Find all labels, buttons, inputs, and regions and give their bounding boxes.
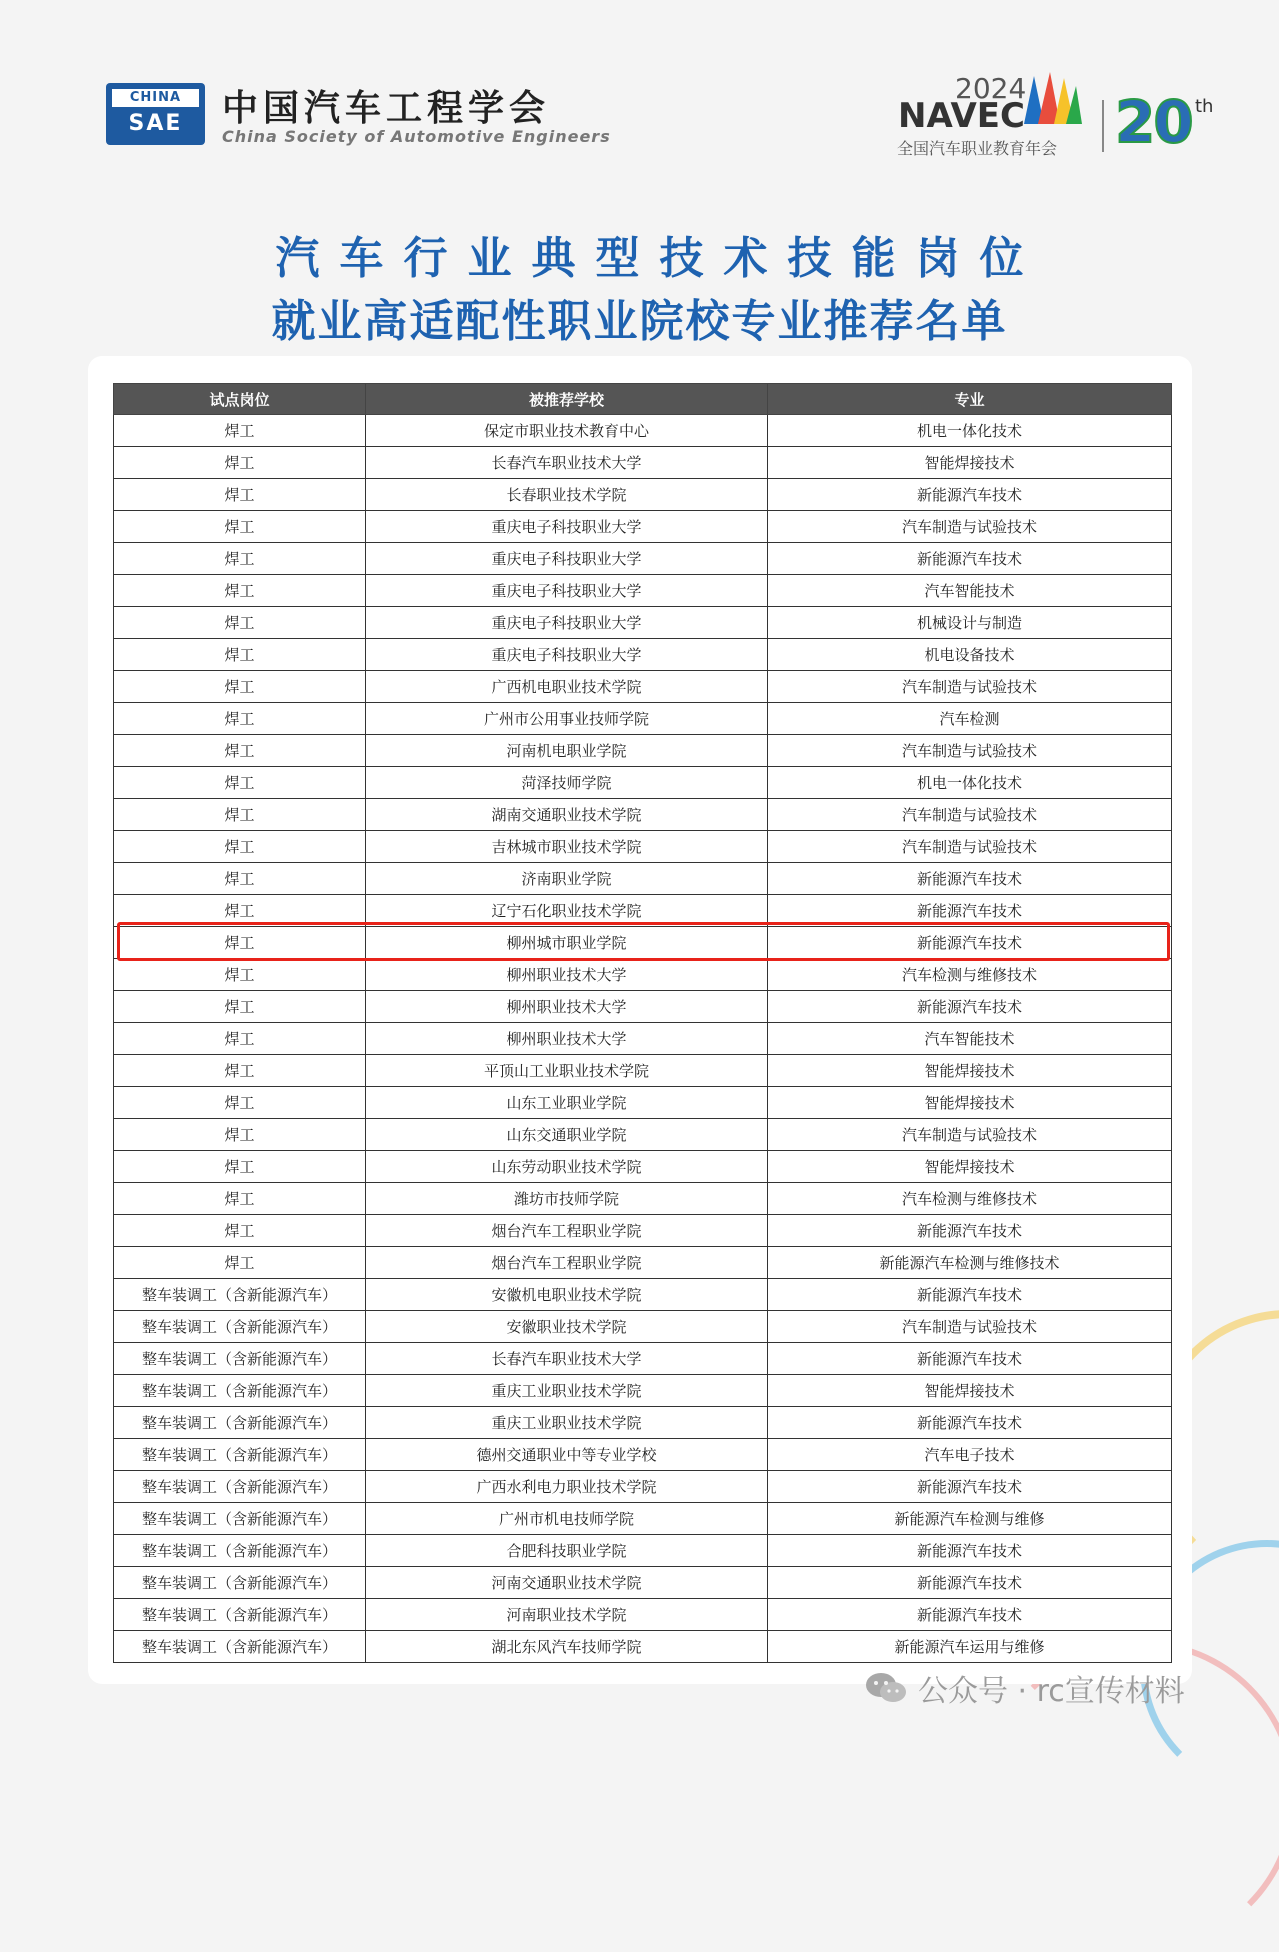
cell-position: 焊工 [114,895,366,927]
cell-school: 重庆工业职业技术学院 [366,1407,768,1439]
cell-position: 焊工 [114,1215,366,1247]
cell-major: 新能源汽车技术 [768,991,1172,1023]
cell-position: 焊工 [114,959,366,991]
table-row [114,991,1172,1023]
cell-position: 焊工 [114,575,366,607]
table-row [114,1407,1172,1439]
cell-major: 新能源汽车技术 [768,1215,1172,1247]
navec-logo-mark-icon [1018,66,1084,132]
recommendation-table [113,383,1172,1663]
anniversary-number: 20 [1115,88,1192,156]
cell-school: 重庆工业职业技术学院 [366,1375,768,1407]
cell-school: 广西机电职业技术学院 [366,671,768,703]
cell-major: 新能源汽车技术 [768,895,1172,927]
cell-major: 汽车检测与维修技术 [768,1183,1172,1215]
header-major: 专业 [768,384,1172,415]
cell-school: 山东交通职业学院 [366,1119,768,1151]
cell-school: 烟台汽车工程职业学院 [366,1247,768,1279]
cell-major: 新能源汽车技术 [768,479,1172,511]
cell-major: 汽车制造与试验技术 [768,511,1172,543]
cell-school: 山东工业职业学院 [366,1087,768,1119]
cell-school: 河南职业技术学院 [366,1599,768,1631]
table-row [114,767,1172,799]
cell-position: 整车装调工（含新能源汽车） [114,1567,366,1599]
cell-school: 广州市公用事业技师学院 [366,703,768,735]
cell-school: 保定市职业技术教育中心 [366,415,768,447]
cell-major: 汽车制造与试验技术 [768,1311,1172,1343]
cell-school: 山东劳动职业技术学院 [366,1151,768,1183]
cell-school: 长春汽车职业技术大学 [366,447,768,479]
cell-position: 焊工 [114,607,366,639]
cell-school: 柳州职业技术大学 [366,991,768,1023]
cell-major: 新能源汽车技术 [768,1471,1172,1503]
cell-position: 焊工 [114,479,366,511]
cell-position: 整车装调工（含新能源汽车） [114,1407,366,1439]
cell-position: 焊工 [114,799,366,831]
cell-major: 汽车制造与试验技术 [768,671,1172,703]
cell-position: 焊工 [114,831,366,863]
cell-school: 柳州职业技术大学 [366,1023,768,1055]
cell-position: 焊工 [114,1055,366,1087]
cell-school: 德州交通职业中等专业学校 [366,1439,768,1471]
highlight-box [117,922,1170,961]
cell-position: 焊工 [114,415,366,447]
table-row [114,1471,1172,1503]
navec-divider [1102,100,1104,152]
cell-school: 河南机电职业学院 [366,735,768,767]
table-row [114,1247,1172,1279]
cell-major: 智能焊接技术 [768,1375,1172,1407]
org-name-en: China Society of Automotive Engineers [222,127,611,146]
cell-major: 新能源汽车技术 [768,1343,1172,1375]
cell-school: 安徽职业技术学院 [366,1311,768,1343]
table-row [114,1215,1172,1247]
cell-position: 焊工 [114,639,366,671]
cell-major: 新能源汽车技术 [768,543,1172,575]
page-title-line1: 汽车行业典型技术技能岗位 [275,233,1044,284]
cell-position: 焊工 [114,447,366,479]
cell-major: 机电设备技术 [768,639,1172,671]
cell-school: 合肥科技职业学院 [366,1535,768,1567]
cell-position: 焊工 [114,703,366,735]
table-row [114,1311,1172,1343]
cell-major: 汽车检测与维修技术 [768,959,1172,991]
navec-subtitle: 全国汽车职业教育年会 [897,139,1058,158]
cell-school: 重庆电子科技职业大学 [366,639,768,671]
cell-major: 智能焊接技术 [768,1087,1172,1119]
cell-position: 焊工 [114,735,366,767]
cell-school: 平顶山工业职业技术学院 [366,1055,768,1087]
table-row [114,1567,1172,1599]
cell-school: 烟台汽车工程职业学院 [366,1215,768,1247]
sae-logo-top-text: CHINA [112,89,199,107]
cell-major: 新能源汽车技术 [768,1535,1172,1567]
cell-position: 整车装调工（含新能源汽车） [114,1375,366,1407]
table-header-row [114,384,1172,415]
table-row [114,1119,1172,1151]
cell-position: 焊工 [114,1119,366,1151]
cell-major: 智能焊接技术 [768,447,1172,479]
cell-school: 广西水利电力职业技术学院 [366,1471,768,1503]
table-row [114,607,1172,639]
table-row [114,1343,1172,1375]
cell-school: 重庆电子科技职业大学 [366,511,768,543]
cell-school: 柳州城市职业学院 [366,927,768,959]
cell-position: 焊工 [114,863,366,895]
cell-school: 辽宁石化职业技术学院 [366,895,768,927]
cell-school: 安徽机电职业技术学院 [366,1279,768,1311]
cell-school: 长春汽车职业技术大学 [366,1343,768,1375]
cell-school: 菏泽技师学院 [366,767,768,799]
table-row [114,959,1172,991]
cell-school: 重庆电子科技职业大学 [366,575,768,607]
table-row [114,1535,1172,1567]
cell-major: 汽车智能技术 [768,575,1172,607]
table-row [114,1087,1172,1119]
cell-position: 焊工 [114,1087,366,1119]
org-name-cn: 中国汽车工程学会 [222,88,551,129]
cell-major: 汽车制造与试验技术 [768,735,1172,767]
cell-major: 新能源汽车运用与维修 [768,1631,1172,1663]
cell-position: 整车装调工（含新能源汽车） [114,1631,366,1663]
table-row [114,575,1172,607]
wechat-icon [864,1671,908,1705]
cell-major: 新能源汽车技术 [768,1567,1172,1599]
table-body [114,415,1172,1663]
table-row [114,703,1172,735]
table-row [114,831,1172,863]
cell-position: 焊工 [114,927,366,959]
table-row [114,1375,1172,1407]
cell-major: 汽车制造与试验技术 [768,831,1172,863]
cell-school: 柳州职业技术大学 [366,959,768,991]
header-position: 试点岗位 [114,384,366,415]
cell-major: 汽车智能技术 [768,1023,1172,1055]
table-row [114,671,1172,703]
cell-school: 湖北东风汽车技师学院 [366,1631,768,1663]
table-row [114,1023,1172,1055]
table-row [114,1055,1172,1087]
cell-major: 汽车制造与试验技术 [768,799,1172,831]
cell-position: 焊工 [114,1183,366,1215]
table-row [114,1183,1172,1215]
cell-position: 整车装调工（含新能源汽车） [114,1439,366,1471]
cell-major: 新能源汽车技术 [768,927,1172,959]
table-row [114,511,1172,543]
navec-name: NAVEC [898,96,1025,136]
table-row [114,639,1172,671]
cell-position: 焊工 [114,511,366,543]
cell-major: 新能源汽车检测与维修 [768,1503,1172,1535]
cell-position: 焊工 [114,1247,366,1279]
cell-school: 河南交通职业技术学院 [366,1567,768,1599]
table-row [114,1439,1172,1471]
table-row [114,799,1172,831]
table-row [114,415,1172,447]
cell-school: 湖南交通职业技术学院 [366,799,768,831]
cell-school: 吉林城市职业技术学院 [366,831,768,863]
cell-position: 整车装调工（含新能源汽车） [114,1311,366,1343]
cell-position: 焊工 [114,671,366,703]
cell-school: 潍坊市技师学院 [366,1183,768,1215]
cell-position: 整车装调工（含新能源汽车） [114,1599,366,1631]
cell-major: 新能源汽车技术 [768,1599,1172,1631]
cell-major: 机电一体化技术 [768,767,1172,799]
navec-year: 2024 [955,72,1027,105]
sae-logo-bottom-text: SAE [128,111,183,136]
cell-position: 焊工 [114,543,366,575]
cell-major: 汽车制造与试验技术 [768,1119,1172,1151]
table-row [114,735,1172,767]
cell-school: 重庆电子科技职业大学 [366,543,768,575]
cell-position: 焊工 [114,1151,366,1183]
cell-school: 广州市机电技师学院 [366,1503,768,1535]
cell-major: 新能源汽车检测与维修技术 [768,1247,1172,1279]
cell-position: 整车装调工（含新能源汽车） [114,1471,366,1503]
cell-position: 焊工 [114,767,366,799]
table-row [114,1631,1172,1663]
table-row [114,1599,1172,1631]
watermark [864,1666,1185,1710]
cell-position: 整车装调工（含新能源汽车） [114,1535,366,1567]
cell-major: 智能焊接技术 [768,1055,1172,1087]
header-school: 被推荐学校 [366,384,768,415]
table-row [114,447,1172,479]
table-row [114,1503,1172,1535]
cell-position: 焊工 [114,1023,366,1055]
cell-position: 整车装调工（含新能源汽车） [114,1343,366,1375]
table-row [114,543,1172,575]
cell-major: 新能源汽车技术 [768,1407,1172,1439]
page-title-line2: 就业高适配性职业院校专业推荐名单 [271,296,1008,347]
cell-major: 新能源汽车技术 [768,863,1172,895]
cell-major: 智能焊接技术 [768,1151,1172,1183]
watermark-text: 公众号 · rc宣传材料 [918,1674,1185,1709]
anniversary-suffix: th [1195,96,1214,117]
cell-position: 整车装调工（含新能源汽车） [114,1279,366,1311]
sae-logo [106,83,205,145]
cell-major: 机械设计与制造 [768,607,1172,639]
table-row [114,1279,1172,1311]
cell-major: 机电一体化技术 [768,415,1172,447]
table-row [114,1151,1172,1183]
cell-school: 重庆电子科技职业大学 [366,607,768,639]
cell-major: 汽车电子技术 [768,1439,1172,1471]
cell-major: 汽车检测 [768,703,1172,735]
table-row [114,479,1172,511]
cell-school: 济南职业学院 [366,863,768,895]
cell-position: 焊工 [114,991,366,1023]
cell-school: 长春职业技术学院 [366,479,768,511]
table-row [114,863,1172,895]
cell-major: 新能源汽车技术 [768,1279,1172,1311]
cell-position: 整车装调工（含新能源汽车） [114,1503,366,1535]
